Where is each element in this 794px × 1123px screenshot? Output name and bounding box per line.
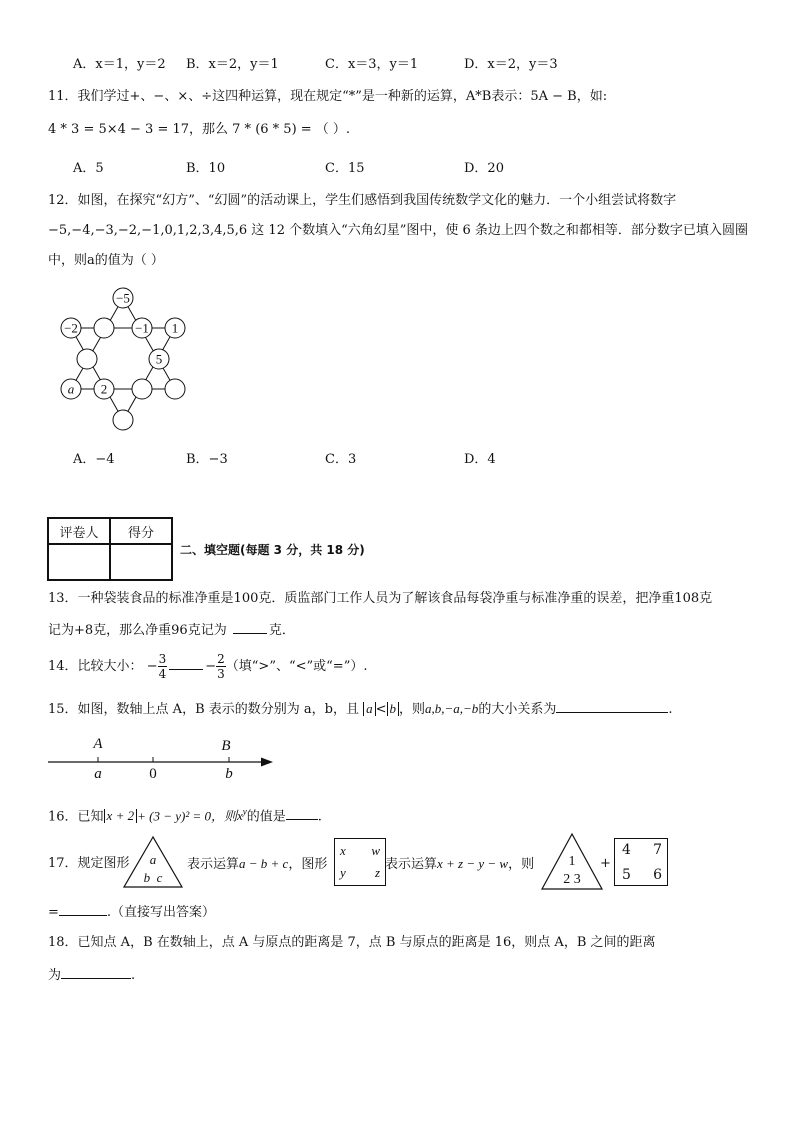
q17-mid1: [187, 855, 327, 874]
q11-line2: 4 * 3 = 5×4 − 3 = 17，那么 7 * (6 * 5) = （ ）.: [48, 122, 351, 137]
q17-box2-br: 6: [653, 867, 662, 883]
q17-box-y: y: [340, 865, 346, 880]
q17-box-x: x: [340, 843, 346, 858]
q18-answer-blank[interactable]: [61, 965, 131, 979]
tick-label-b: b: [225, 766, 233, 782]
q13-line2-post: 克．: [268, 623, 295, 638]
q16-xy-exponent: y: [242, 807, 247, 817]
q16-abs: x + 2: [104, 809, 138, 823]
q12-line2: −5,−4,−3,−2,−1,0,1,2,3,4,5,6 这 12 个数填入“六角幻星”图中，使 6 条边上四个数之和都相等．部分数字已填入圆圈: [48, 223, 748, 238]
q16-mid: + (3 − y)² = 0，则: [137, 808, 237, 824]
star-node-mid-left: [77, 349, 97, 369]
q10-option-c: C．x＝3，y＝1: [325, 57, 419, 72]
q16-line: [48, 803, 322, 826]
q17-mid3: 表示运算: [385, 857, 438, 872]
q14-fraction2-denominator: 3: [217, 667, 225, 681]
star-label-left-bottom: a: [67, 381, 75, 397]
q16-answer-blank[interactable]: [286, 806, 318, 820]
q17-mid4: ，则: [508, 857, 535, 872]
q18-line2-pre: 为: [48, 968, 62, 983]
q11-line1: 11．我们学过+、−、×、÷这四种运算，现在规定“*”是一种新的运算，A*B表示：5A − B，如:: [48, 89, 608, 104]
q14-fraction1-sign: −: [146, 659, 158, 674]
q17-triangle2-bottom: 2 3: [563, 872, 581, 887]
section2-title: 二、填空题(每题 3 分，共 18 分): [180, 543, 365, 557]
q17-box-figure: [334, 838, 386, 886]
q15-line: [48, 699, 672, 719]
q14-fraction1: [158, 652, 168, 681]
number-line-arrow-icon: [261, 758, 273, 767]
star-label-left-top: −2: [64, 320, 78, 336]
q11-option-c: C．15: [325, 161, 365, 176]
q14-fraction1-denominator: 4: [158, 667, 167, 681]
q17-box-w: w: [371, 843, 380, 858]
q18-line2: [48, 965, 135, 985]
score-table-cell-score: [110, 544, 172, 580]
q15-answer-blank[interactable]: [556, 699, 668, 713]
q17-box2-tl: 4: [622, 842, 631, 858]
q17-box2-tr: 7: [653, 842, 662, 858]
q14-pre: 14．比较大小：: [48, 659, 143, 674]
q14-fraction2-numerator: 2: [217, 652, 225, 666]
star-node-lower-right: [132, 379, 152, 399]
q16-post: 的值是: [246, 809, 286, 825]
score-table: [47, 517, 173, 581]
q17-triangle-bc: b c: [143, 870, 163, 885]
q11-option-a: A．5: [73, 161, 104, 176]
q12-option-b: B．−3: [186, 452, 228, 467]
point-label-B: B: [221, 738, 231, 754]
q10-option-a: A．x＝1，y＝2: [73, 57, 166, 72]
q13-line1: 13．一种袋装食品的标准净重是100克．质监部门工作人员为了解该食品每袋净重与标准净重的误差，把净重108克: [48, 591, 713, 606]
q17-line2: [48, 902, 215, 922]
q13-line2-pre: 记为+8克，那么净重96克记为: [48, 623, 227, 638]
star-label-mid-right: 5: [155, 351, 163, 367]
q12-line1: 12．如图，在探究“幻方”、“幻圆”的活动课上，学生们感悟到我国传统数学文化的魅力．一个小组尝试将数字: [48, 193, 677, 208]
q17-triangle2-top: 1: [568, 854, 576, 869]
q17-pre: 17．规定图形: [48, 856, 130, 871]
q15-pre: 15．如图，数轴上点 A，B 表示的数分别为 a，b，且: [48, 702, 359, 717]
q15-list: a,b,−a,−b: [425, 701, 479, 716]
q10-option-d: D．x＝2，y＝3: [464, 57, 558, 72]
q17-line2-pre: =: [48, 905, 59, 920]
tick-label-a: a: [94, 766, 102, 782]
star-node-upper-left: [94, 318, 114, 338]
q14-fraction2-sign: −: [205, 659, 217, 674]
q17-answer-blank[interactable]: [59, 902, 107, 916]
star-label-top: −5: [116, 290, 130, 306]
q13-answer-blank[interactable]: [233, 620, 267, 634]
q12-option-c: C．3: [325, 452, 357, 467]
number-line-figure: [45, 730, 280, 785]
star-node-bottom: [113, 410, 133, 430]
q15-end: .: [668, 702, 673, 717]
q14-fraction2: [216, 652, 226, 681]
q15-abs-b: b: [387, 702, 400, 716]
q12-line3: 中，则a的值为（ ）: [48, 253, 164, 268]
q17-box2-bl: 5: [622, 867, 631, 883]
score-table-header-score: 得分: [110, 518, 172, 544]
q14-answer-blank[interactable]: [169, 656, 203, 670]
q11-option-b: B．10: [186, 161, 226, 176]
q15-abs-a: a: [363, 702, 376, 716]
q14-post: （填“>”、“<”或“=”）.: [225, 659, 368, 674]
q11-option-d: D．20: [464, 161, 504, 176]
q15-post: 的大小关系为: [478, 702, 557, 717]
star-label-upper-right: −1: [135, 320, 149, 336]
q18-line1: 18．已知点 A，B 在数轴上，点 A 与原点的距离是 7，点 B 与原点的距离是 16，则点 A，B 之间的距离: [48, 935, 656, 950]
q13-line2: [48, 620, 295, 640]
q10-option-b: B．x＝2，y＝1: [186, 57, 279, 72]
q17-mid3-line: [385, 855, 534, 874]
q17-triangle-figure: [122, 835, 184, 889]
q17-triangle2-figure: [540, 832, 604, 892]
q17-triangle-a: a: [149, 852, 157, 867]
hexagram-figure: [50, 282, 195, 437]
q16-end: .: [317, 809, 322, 825]
q17-expr1: a − b + c: [239, 856, 289, 871]
q18-line2-post: .: [131, 968, 136, 983]
score-table-header-grader: 评卷人: [48, 518, 110, 544]
q12-option-a: A．−4: [73, 452, 115, 467]
star-label-right-top: 1: [171, 320, 179, 336]
q14-line: [48, 652, 367, 686]
q17-box-z: z: [374, 865, 380, 880]
q17-line2-post: .（直接写出答案）: [106, 905, 216, 920]
q16-xy: $x^y$: [237, 807, 247, 824]
q15-less-than: <: [375, 702, 387, 717]
q16-pre: 16．已知: [48, 809, 104, 825]
q14-fraction1-numerator: 3: [158, 652, 167, 666]
q17-expr2: x + z − y − w: [437, 856, 509, 871]
point-label-A: A: [93, 736, 103, 752]
score-table-cell-grader: [48, 544, 110, 580]
q12-option-d: D．4: [464, 452, 496, 467]
q17-mid2: ，图形: [288, 857, 328, 872]
tick-label-zero: 0: [149, 766, 157, 782]
q17-plus: +: [600, 856, 611, 871]
star-label-lower-left: 2: [100, 381, 108, 397]
star-node-right-bottom: [165, 379, 185, 399]
q17-box2-figure: [614, 838, 668, 886]
q15-mid: ，则: [399, 702, 426, 717]
q17-mid1-text: 表示运算: [187, 857, 240, 872]
